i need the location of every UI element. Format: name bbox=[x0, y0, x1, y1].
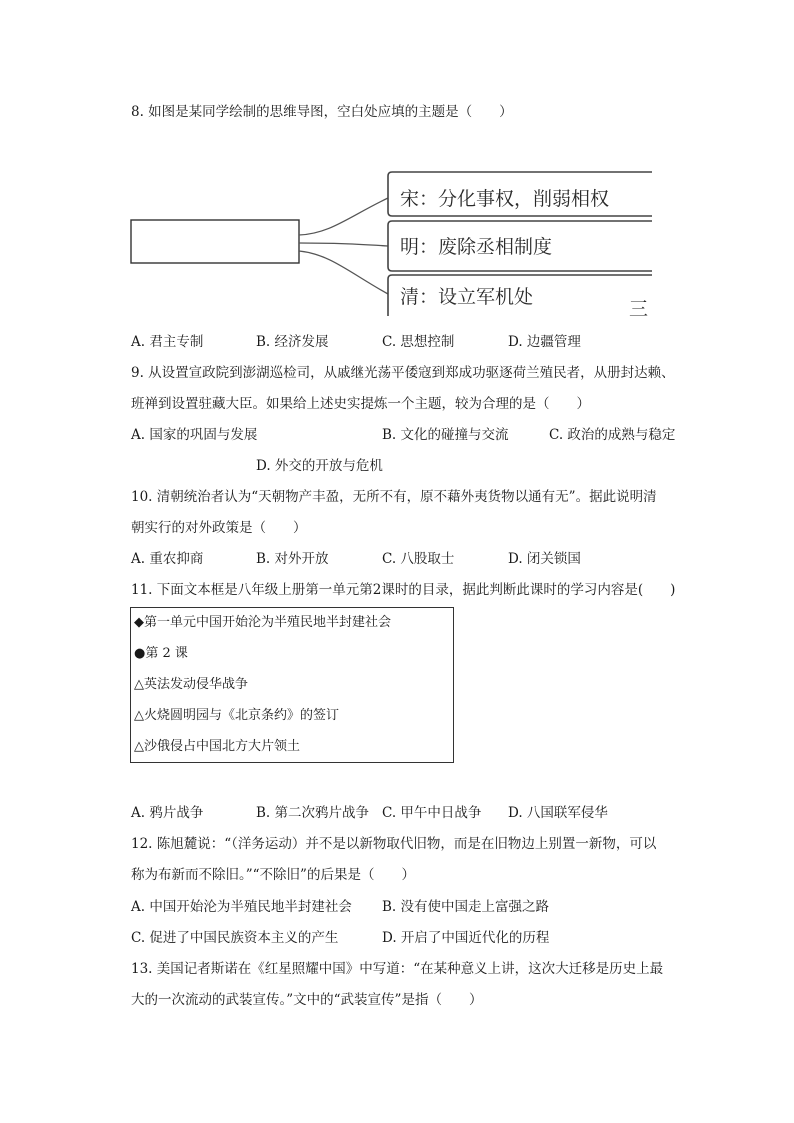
q12-option-c[interactable]: C. 促进了中国民族资本主义的产生 bbox=[131, 930, 339, 946]
q9-option-b[interactable]: B. 文化的碰撞与交流 bbox=[382, 427, 509, 443]
q9-stem-line-1: 9. 从设置宣政院到澎湖巡检司，从戚继光荡平倭寇到郑成功驱逐荷兰殖民者，从册封达赖、 bbox=[131, 365, 675, 381]
catalog-item-1: △英法发动侵华战争 bbox=[134, 677, 248, 692]
catalog-unit-title: ◆第一单元中国开始沦为半殖民地半封建社会 bbox=[134, 615, 391, 630]
q9-option-a[interactable]: A. 国家的巩固与发展 bbox=[131, 427, 258, 443]
q10-option-a[interactable]: A. 重农抑商 bbox=[131, 551, 204, 567]
q9-option-d[interactable]: D. 外交的开放与危机 bbox=[256, 458, 383, 474]
q11-option-a[interactable]: A. 鸦片战争 bbox=[131, 805, 204, 821]
q12-stem-line-2: 称为布新而不除旧。”“不除旧”的后果是（ ） bbox=[131, 867, 415, 883]
q13-stem-line-1: 13. 美国记者斯诺在《红星照耀中国》中写道：“在某种意义上讲，这次大迁移是历史上最 bbox=[131, 961, 664, 977]
mind-map-branch-qing: 清：设立军机处 bbox=[400, 286, 534, 308]
q8-option-d[interactable]: D. 边疆管理 bbox=[508, 334, 581, 350]
mind-map-branch-song: 宋：分化事权，削弱相权 bbox=[400, 188, 610, 210]
q10-option-c[interactable]: C. 八股取士 bbox=[382, 551, 455, 567]
q8-option-c[interactable]: C. 思想控制 bbox=[382, 334, 455, 350]
mind-map-connector-2 bbox=[299, 243, 388, 246]
q8-stem: 8. 如图是某同学绘制的思维导图，空白处应填的主题是（ ） bbox=[131, 104, 513, 120]
mind-map-connector-3 bbox=[299, 251, 388, 294]
q10-option-b[interactable]: B. 对外开放 bbox=[256, 551, 329, 567]
catalog-item-3: △沙俄侵占中国北方大片领土 bbox=[134, 739, 300, 754]
q13-stem-line-2: 大的一次流动的武装宣传。”文中的“武装宣传”是指（ ） bbox=[131, 992, 483, 1008]
q11-option-d[interactable]: D. 八国联军侵华 bbox=[508, 805, 608, 821]
mind-map-blank-box bbox=[131, 220, 299, 263]
catalog-item-2: △火烧圆明园与《北京条约》的签订 bbox=[134, 708, 339, 723]
lesson-catalog-box bbox=[130, 607, 454, 763]
q10-stem-line-2: 朝实行的对外政策是（ ） bbox=[131, 520, 307, 536]
mind-map-cut-text: 三 bbox=[629, 298, 649, 316]
q12-option-d[interactable]: D. 开启了中国近代化的历程 bbox=[382, 930, 550, 946]
mind-map bbox=[130, 168, 652, 316]
q11-stem: 11. 下面文本框是八年级上册第一单元第2课时的目录，据此判断此课时的学习内容是( ) bbox=[131, 582, 676, 598]
q11-option-b[interactable]: B. 第二次鸦片战争 bbox=[256, 805, 370, 821]
q12-option-b[interactable]: B. 没有使中国走上富强之路 bbox=[382, 899, 550, 915]
q11-option-c[interactable]: C. 甲午中日战争 bbox=[382, 805, 482, 821]
q10-stem-line-1: 10. 清朝统治者认为“天朝物产丰盈，无所不有，原不藉外夷货物以通有无”。据此说明清 bbox=[131, 489, 657, 505]
q9-stem-line-2: 班禅到设置驻藏大臣。如果给上述史实提炼一个主题，较为合理的是（ ） bbox=[131, 396, 590, 412]
q12-option-a[interactable]: A. 中国开始沦为半殖民地半封建社会 bbox=[131, 899, 352, 915]
q12-stem-line-1: 12. 陈旭麓说：“（洋务运动）并不是以新物取代旧物，而是在旧物边上别置一新物，可以 bbox=[131, 836, 657, 852]
q10-option-d[interactable]: D. 闭关锁国 bbox=[508, 551, 581, 567]
mind-map-branch-ming: 明：废除丞相制度 bbox=[400, 236, 553, 258]
q9-option-c[interactable]: C. 政治的成熟与稳定 bbox=[549, 427, 676, 443]
catalog-lesson-number: ●第 2 课 bbox=[134, 646, 188, 661]
mind-map-connector-1 bbox=[299, 198, 388, 235]
q8-option-a[interactable]: A. 君主专制 bbox=[131, 334, 204, 350]
q8-option-b[interactable]: B. 经济发展 bbox=[256, 334, 329, 350]
